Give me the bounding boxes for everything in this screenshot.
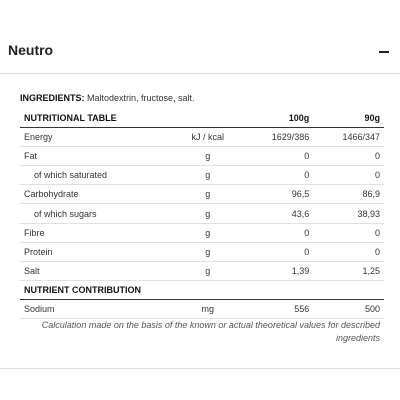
row-value-90g: 86,9 bbox=[313, 185, 384, 204]
row-name: Protein bbox=[20, 242, 173, 261]
table-header-row bbox=[20, 109, 384, 128]
row-value-90g: 0 bbox=[313, 242, 384, 261]
row-name: Energy bbox=[20, 128, 173, 147]
row-value-90g: 0 bbox=[313, 147, 384, 166]
row-unit: g bbox=[173, 166, 243, 185]
row-value-90g: 0 bbox=[313, 223, 384, 242]
row-value-90g: 500 bbox=[313, 299, 384, 318]
ingredients-line bbox=[20, 93, 195, 103]
row-value-90g: 38,93 bbox=[313, 204, 384, 223]
divider bbox=[0, 73, 400, 74]
table-row bbox=[20, 166, 384, 185]
row-value-100g: 1629/386 bbox=[243, 128, 314, 147]
divider bbox=[0, 368, 400, 369]
ingredients-text: Maltodextrin, fructose, salt. bbox=[84, 93, 195, 103]
row-value-100g: 1,39 bbox=[243, 261, 314, 280]
ingredients-label: INGREDIENTS: bbox=[20, 93, 85, 103]
table-row bbox=[20, 147, 384, 166]
nutrition-table bbox=[20, 109, 384, 319]
row-name: Salt bbox=[20, 261, 173, 280]
row-unit: mg bbox=[173, 299, 243, 318]
footnote: Calculation made on the basis of the known or actual theoretical values for described ingredients bbox=[41, 320, 380, 343]
row-value-90g: 1,25 bbox=[313, 261, 384, 280]
row-unit: kJ / kcal bbox=[173, 128, 243, 147]
row-name: Fibre bbox=[20, 223, 173, 242]
row-unit: g bbox=[173, 261, 243, 280]
row-value-100g: 43,6 bbox=[243, 204, 314, 223]
table-row bbox=[20, 185, 384, 204]
row-name: Sodium bbox=[20, 299, 173, 318]
table-row bbox=[20, 223, 384, 242]
minus-icon[interactable] bbox=[379, 51, 389, 53]
row-name: of which sugars bbox=[20, 204, 173, 223]
row-unit: g bbox=[173, 223, 243, 242]
table-row bbox=[20, 204, 384, 223]
contribution-header-row bbox=[20, 280, 384, 299]
row-value-100g: 0 bbox=[243, 147, 314, 166]
row-value-90g: 0 bbox=[313, 166, 384, 185]
contribution-header: NUTRIENT CONTRIBUTION bbox=[20, 280, 384, 299]
header-100g: 100g bbox=[243, 109, 314, 128]
row-value-100g: 0 bbox=[243, 166, 314, 185]
row-name: Fat bbox=[20, 147, 173, 166]
row-name: of which saturated bbox=[20, 166, 173, 185]
row-unit: g bbox=[173, 185, 243, 204]
row-name: Carbohydrate bbox=[20, 185, 173, 204]
table-row bbox=[20, 261, 384, 280]
row-value-100g: 0 bbox=[243, 242, 314, 261]
row-value-100g: 556 bbox=[243, 299, 314, 318]
row-value-90g: 1466/347 bbox=[313, 128, 384, 147]
row-unit: g bbox=[173, 242, 243, 261]
header-90g: 90g bbox=[313, 109, 384, 128]
row-unit: g bbox=[173, 147, 243, 166]
table-row bbox=[20, 299, 384, 318]
accordion-header[interactable] bbox=[8, 40, 392, 64]
header-unit bbox=[173, 109, 243, 128]
row-unit: g bbox=[173, 204, 243, 223]
product-title: Neutro bbox=[8, 42, 54, 58]
table-row bbox=[20, 128, 384, 147]
row-value-100g: 96,5 bbox=[243, 185, 314, 204]
table-row bbox=[20, 242, 384, 261]
row-value-100g: 0 bbox=[243, 223, 314, 242]
header-name: NUTRITIONAL TABLE bbox=[20, 109, 173, 128]
